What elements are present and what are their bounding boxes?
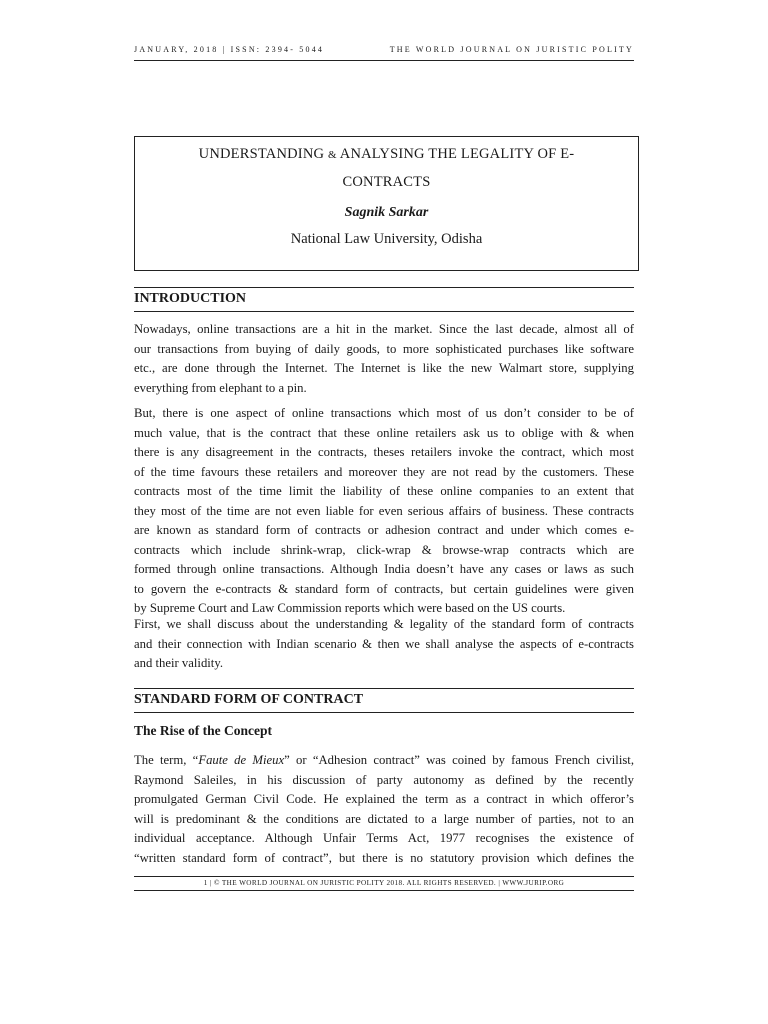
running-header [134, 44, 634, 58]
title-box [134, 136, 639, 271]
subheading-rise-of-concept: The Rise of the Concept [134, 723, 272, 738]
page-footer: 1 | © THE WORLD JOURNAL ON JURISTIC POLITY 2018. ALL RIGHTS RESERVED. | WWW.JURIP.ORG [203, 879, 565, 887]
text-line: But, there is one aspect of online transactions which most of us don’t consider to be of [134, 406, 634, 420]
text-line: contracts which include shrink-wrap, click-wrap & browse-wrap contracts which are [134, 542, 634, 557]
section-heading-introduction: INTRODUCTION [134, 287, 634, 312]
text-line: Raymond Saleiles, in his discussion of party autonomy as defined by the recently [134, 772, 634, 787]
text-line: everything from elephant to a pin. [134, 380, 307, 395]
text-fragment: The term, “ [134, 753, 199, 767]
section-heading-standard-form: STANDARD FORM OF CONTRACT [134, 688, 634, 713]
text-line: will is predominant & the conditions are dictated to a large number of parties, not to an [134, 811, 634, 826]
header-journal-name: THE WORLD JOURNAL ON JURISTIC POLITY [389, 45, 634, 54]
footer-divider-bottom [134, 890, 634, 891]
italic-term: Faute de Mieux [198, 753, 285, 767]
text-line: promulgated German Civil Code. He explained the term as a contract in which offeror’s [134, 792, 634, 806]
header-issue-info: JANUARY, 2018 | ISSN: 2394- 5044 [134, 45, 325, 54]
text-line: etc., are done through the Internet. The Internet is like the new Walmart store, supplying [134, 361, 634, 375]
title-part-2: ANALYSING THE LEGALITY OF E-CONTRACTS [339, 146, 575, 190]
text-line: First, we shall discuss about the understanding & legality of the standard form of contracts [134, 617, 634, 631]
text-line: and their validity. [134, 656, 224, 670]
text-line: are known as standard form of contracts or adhesion contract and under which comes e- [134, 523, 634, 537]
text-line: to govern the e-contracts & standard form of contracts, but certain guidelines were given [134, 581, 634, 596]
text-fragment: ” or “Adhesion contract” was coined by famous French civilist, [284, 753, 634, 767]
paragraph-intro-3 [134, 615, 634, 674]
text-line: individual acceptance. Although Unfair Terms Act, 1977 recognises the existence of [134, 831, 634, 845]
header-divider [134, 60, 634, 61]
text-line: they most of the time are not even liable for even serious affairs of business. These contracts [134, 503, 634, 518]
article-title [175, 141, 598, 196]
paragraph-intro-2 [134, 404, 634, 619]
text-line: of the time favours these retailers and moreover they are not read by the customers. These [134, 464, 634, 479]
text-line: Nowadays, online transactions are a hit in the market. Since the last decade, almost all of [134, 322, 634, 336]
text-line: our transactions from buying of daily goods, to more sophisticated purchases like software [134, 341, 634, 356]
title-part-1: UNDERSTANDING [198, 146, 325, 162]
title-ampersand: & [328, 149, 337, 161]
author-affiliation: National Law University, Odisha [290, 231, 483, 247]
text-line: much value, that is the contract that these online retailers ask us to oblige with & when [134, 425, 634, 440]
text-line: “written standard form of contract”, but there is no statutory provision which defines the [134, 850, 634, 865]
footer-divider-top [134, 876, 634, 877]
text-line: formed through online transactions. Although India doesn’t have any cases or laws as such [134, 562, 634, 576]
text-line: by Supreme Court and Law Commission reports which were based on the US courts. [134, 601, 566, 615]
text-line: there is any disagreement in the contracts, theses retailers invoke the contract, which most [134, 445, 634, 459]
paragraph-rise-1 [134, 751, 634, 868]
text-line: contracts most of the time limit the liability of these online companies to an extent that [134, 484, 634, 498]
author-name: Sagnik Sarkar [344, 205, 429, 220]
paragraph-intro-1 [134, 320, 634, 398]
text-line [134, 751, 634, 771]
text-line: and their connection with Indian scenario & then we shall analyse the aspects of e-contracts [134, 636, 634, 651]
